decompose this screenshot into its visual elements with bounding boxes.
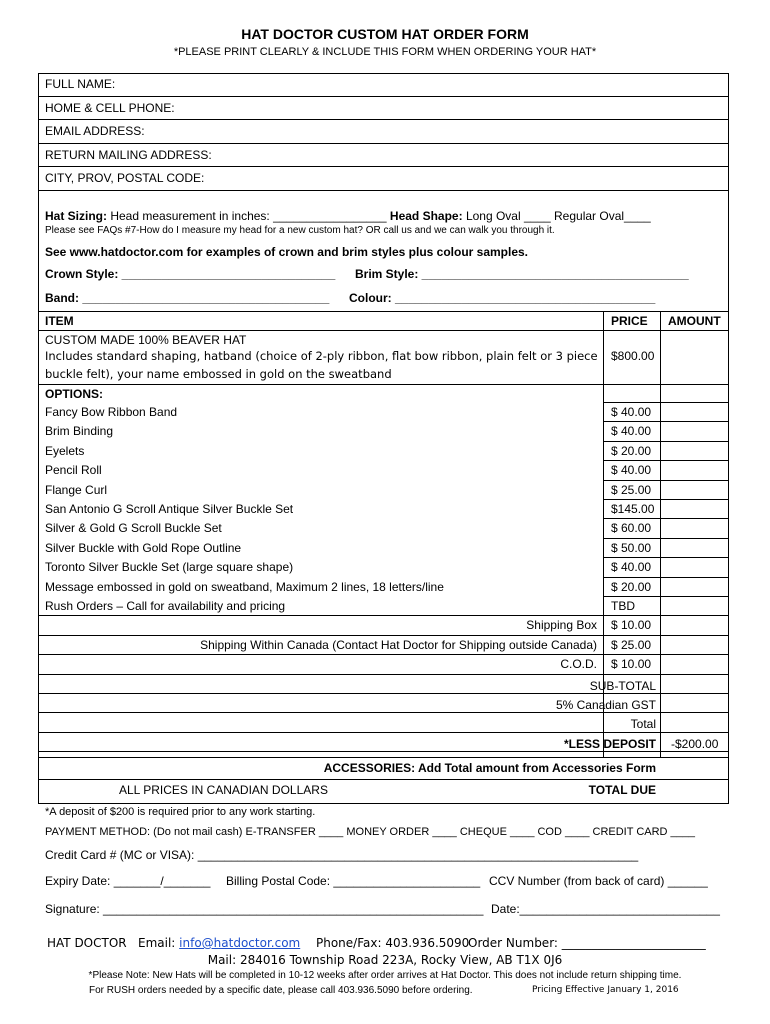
head-shape-field[interactable]: Long Oval ____ Regular Oval____ xyxy=(465,209,651,223)
amount-cell[interactable] xyxy=(661,636,728,654)
option-name: Flange Curl xyxy=(45,483,108,497)
shipping-name: Shipping Within Canada (Contact Hat Doctor for Shipping outside Canada) xyxy=(200,638,597,652)
head-shape-label: Head Shape: xyxy=(389,209,463,223)
divider xyxy=(38,96,729,97)
amount-cell[interactable] xyxy=(661,500,728,518)
total-due-label: TOTAL DUE xyxy=(588,783,656,797)
total-label: Total xyxy=(630,717,656,731)
option-name: Silver & Gold G Scroll Buckle Set xyxy=(45,521,222,535)
amount-cell[interactable] xyxy=(661,403,728,421)
main-item-line1: Includes standard shaping, hatband (choice of 2-ply ribbon, flat bow ribbon, plain felt or 3 piece xyxy=(45,349,598,363)
option-name: Silver Buckle with Gold Rope Outline xyxy=(45,541,242,555)
email-line xyxy=(138,936,300,950)
amount-cell[interactable] xyxy=(661,461,728,479)
less-deposit-label: *LESS DEPOSIT xyxy=(563,737,656,751)
table-row-line xyxy=(38,732,729,733)
order-number-field[interactable]: Order Number: ________________________ xyxy=(468,936,706,950)
shipping-name: C.O.D. xyxy=(560,657,597,671)
pricing-effective: Pricing Effective January 1, 2016 xyxy=(532,985,679,995)
option-price: $ 40.00 xyxy=(611,405,652,419)
divider xyxy=(38,143,729,144)
table-row-line xyxy=(38,674,729,675)
option-price: $ 60.00 xyxy=(611,521,652,535)
table-row-line xyxy=(38,654,729,655)
option-price: $ 40.00 xyxy=(611,463,652,477)
table-header-line xyxy=(38,330,729,331)
city-field[interactable]: CITY, PROV, POSTAL CODE: xyxy=(45,171,205,185)
option-price: $ 50.00 xyxy=(611,541,652,555)
option-name: Pencil Roll xyxy=(45,463,102,477)
options-label: OPTIONS: xyxy=(45,387,104,401)
brim-style-field[interactable]: Brim Style: ________________________________________ xyxy=(355,267,689,281)
main-item-title: CUSTOM MADE 100% BEAVER HAT xyxy=(45,333,247,347)
option-name: San Antonio G Scroll Antique Silver Buckle Set xyxy=(45,502,294,516)
option-price: $145.00 xyxy=(611,502,655,516)
table-row-line xyxy=(38,757,729,758)
form-subtitle: *PLEASE PRINT CLEARLY & INCLUDE THIS FORM WHEN ORDERING YOUR HAT* xyxy=(173,46,597,58)
option-price: $ 20.00 xyxy=(611,580,652,594)
amount-cell[interactable] xyxy=(661,481,728,499)
sizing-note: Please see FAQs #7-How do I measure my head for a new custom hat? OR call us and we can walk you through it. xyxy=(45,225,555,236)
company-name: HAT DOCTOR xyxy=(47,936,127,950)
option-name: Brim Binding xyxy=(45,424,114,438)
band-field[interactable]: Band: _____________________________________ xyxy=(45,291,330,305)
header-amount: AMOUNT xyxy=(668,314,721,328)
crown-style-field[interactable]: Crown Style: ________________________________ xyxy=(45,267,336,281)
amount-cell[interactable] xyxy=(661,597,728,615)
table-top-line xyxy=(38,311,729,312)
all-prices-note: ALL PRICES IN CANADIAN DOLLARS xyxy=(119,783,328,797)
hat-sizing-label: Hat Sizing: xyxy=(45,209,107,223)
rush-note: For RUSH orders needed by a specific date, please call 403.936.5090 before ordering. xyxy=(89,985,473,996)
billing-postal-field[interactable]: Billing Postal Code: ______________________ xyxy=(226,874,481,888)
amount-cell[interactable] xyxy=(661,539,728,557)
amount-cell[interactable] xyxy=(661,578,728,596)
main-item-price: $800.00 xyxy=(611,349,655,363)
amount-cell[interactable] xyxy=(661,616,728,634)
shipping-price: $ 10.00 xyxy=(611,657,652,671)
head-measurement-field[interactable]: Head measurement in inches: _________________ xyxy=(110,209,387,223)
phone-field[interactable]: HOME & CELL PHONE: xyxy=(45,101,175,115)
option-name: Toronto Silver Buckle Set (large square shape) xyxy=(45,560,294,574)
option-name: Fancy Bow Ribbon Band xyxy=(45,405,178,419)
option-name: Eyelets xyxy=(45,444,85,458)
table-row-line xyxy=(38,712,729,713)
amount-cell[interactable] xyxy=(661,655,728,673)
option-price: $ 40.00 xyxy=(611,560,652,574)
accessories-label: ACCESSORIES: Add Total amount from Accessories Form xyxy=(323,761,656,775)
amount-cell[interactable] xyxy=(661,422,728,440)
full-name-field[interactable]: FULL NAME: xyxy=(45,77,116,91)
divider xyxy=(38,190,729,191)
option-name: Rush Orders – Call for availability and pricing xyxy=(45,599,286,613)
expiry-field[interactable]: Expiry Date: _______/_______ xyxy=(45,874,211,888)
option-price: $ 25.00 xyxy=(611,483,652,497)
email-link[interactable]: info@hatdoctor.com xyxy=(179,936,301,950)
email-field[interactable]: EMAIL ADDRESS: xyxy=(45,124,145,138)
shipping-price: $ 25.00 xyxy=(611,638,652,652)
option-name: Message embossed in gold on sweatband, Maximum 2 lines, 18 letters/line xyxy=(45,580,444,594)
website-note: See www.hatdoctor.com for examples of crown and brim styles plus colour samples. xyxy=(45,245,529,259)
main-item-line2: buckle felt), your name embossed in gold on the sweatband xyxy=(45,367,392,381)
header-item: ITEM xyxy=(45,314,74,328)
signature-field[interactable]: Signature: _________________________________________________________ xyxy=(45,902,484,916)
colour-field[interactable]: Colour: _______________________________________ xyxy=(349,291,656,305)
email-label: Email: xyxy=(138,936,176,950)
table-row-line xyxy=(38,693,729,694)
hat-sizing-row[interactable] xyxy=(45,209,651,223)
ccv-field[interactable]: CCV Number (from back of card) ______ xyxy=(489,874,708,888)
table-row-line xyxy=(38,751,729,752)
option-price: TBD xyxy=(611,599,635,613)
shipping-name: Shipping Box xyxy=(526,618,597,632)
option-price: $ 40.00 xyxy=(611,424,652,438)
date-field[interactable]: Date:______________________________ xyxy=(491,902,720,916)
table-row-line xyxy=(38,615,729,616)
gst-label: 5% Canadian GST xyxy=(555,698,656,712)
subtotal-label: SUB-TOTAL xyxy=(589,679,656,693)
shipping-price: $ 10.00 xyxy=(611,618,652,632)
table-row-line xyxy=(38,384,729,385)
payment-method[interactable]: PAYMENT METHOD: (Do not mail cash) E-TRANSFER ____ MONEY ORDER ____ CHEQUE ____ COD ____ CREDIT CARD ____ xyxy=(45,826,696,838)
form-title: HAT DOCTOR CUSTOM HAT ORDER FORM xyxy=(241,26,529,42)
option-price: $ 20.00 xyxy=(611,444,652,458)
phone-fax: Phone/Fax: 403.936.5090 xyxy=(316,936,470,950)
deposit-note: *A deposit of $200 is required prior to any work starting. xyxy=(45,806,316,818)
credit-card-field[interactable]: Credit Card # (MC or VISA): __________________________________________________________________ xyxy=(45,848,639,862)
completion-note: *Please Note: New Hats will be completed in 10-12 weeks after order arrives at Hat Doctor. This does not include return shipping time. xyxy=(88,970,682,981)
mail-address: Mail: 284016 Township Road 223A, Rocky View, AB T1X 0J6 xyxy=(207,953,563,967)
table-row-line xyxy=(38,635,729,636)
table-row-line xyxy=(38,779,729,780)
header-price: PRICE xyxy=(611,314,648,328)
amount-cell[interactable] xyxy=(661,519,728,537)
deposit-amount: -$200.00 xyxy=(671,737,719,751)
amount-cell[interactable] xyxy=(661,442,728,460)
amount-cell[interactable] xyxy=(661,558,728,576)
address-field[interactable]: RETURN MAILING ADDRESS: xyxy=(45,148,212,162)
divider xyxy=(38,119,729,120)
divider xyxy=(38,166,729,167)
